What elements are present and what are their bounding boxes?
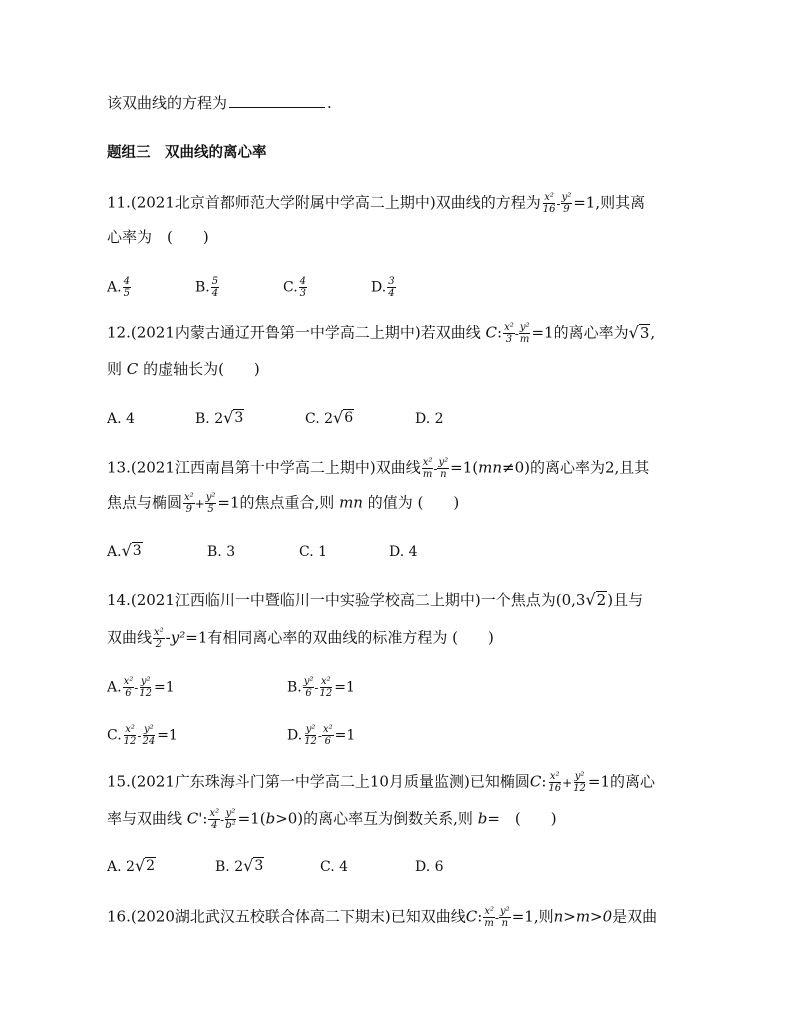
- q14-option-a[interactable]: A. $\frac{\text{x²}}{6}$ - $\frac{\text{y²}}{12}$ =1: [107, 676, 175, 699]
- q14-option-d[interactable]: D. $\frac{\text{y²}}{12}$ - $\frac{\text{x²}}{6}$ =1: [287, 724, 356, 747]
- answer-blank[interactable]: [229, 93, 325, 108]
- q15-option-d[interactable]: D. 6: [415, 859, 444, 875]
- intro-line: 该双曲线的方程为 .: [107, 94, 332, 112]
- q15-option-a[interactable]: A. 2 √ 2: [107, 856, 156, 875]
- question-12-line-1: 12.(2021内蒙古通辽开鲁第一中学高二上期中)若双曲线 C: $\frac{\text{x²}}{3}$ - $\frac{\text{y²}}{m}$ =1的离心率为 √ 3 ,: [107, 322, 656, 345]
- q13-option-b[interactable]: B. 3: [207, 544, 236, 560]
- section-heading: 题组三 双曲线的离心率: [107, 145, 267, 161]
- sqrt: √ 3: [628, 322, 650, 342]
- question-13-line-1: 13.(2021江西南昌第十中学高二上期中)双曲线 $\frac{\text{x²}}{m}$ - $\frac{\text{y²}}{n}$ =1(mn≠0)的离心率为2,且其: [107, 457, 650, 480]
- q11-option-b[interactable]: B. $\frac{5}{4}$: [195, 276, 219, 299]
- question-11-line-2: 心率为 ( ): [107, 228, 209, 246]
- q13-option-c[interactable]: C. 1: [299, 544, 328, 560]
- q14-option-c[interactable]: C. $\frac{\text{x²}}{12}$ - $\frac{\text{y²}}{24}$ =1: [107, 724, 178, 747]
- q12-option-a[interactable]: A. 4: [107, 411, 135, 427]
- question-15-line-1: 15.(2021广东珠海斗门第一中学高二上10月质量监测)已知椭圆C: $\frac{\text{x²}}{16}$ + $\frac{\text{y²}}{12}$ =1的离心: [107, 771, 656, 794]
- fraction: $\frac{\text{x²}}{3}$: [504, 322, 514, 345]
- question-14-line-1: 14.(2021江西临川一中暨临川一中实验学校高二上期中)一个焦点为(0,3 √ 2 )且与: [107, 590, 644, 609]
- q14-option-b[interactable]: B. $\frac{\text{y²}}{6}$ - $\frac{\text{x²}}{12}$ =1: [287, 676, 355, 699]
- fraction: $\frac{\text{x²}}{16}$: [542, 192, 556, 215]
- question-16-line-1: 16.(2020湖北武汉五校联合体高二下期末)已知双曲线C: $\frac{\text{x²}}{m}$ - $\frac{\text{y²}}{n}$ =1,则n>m>0是双曲: [107, 906, 658, 929]
- q12-option-c[interactable]: C. 2 √ 6: [305, 408, 354, 427]
- q15-option-b[interactable]: B. 2 √ 3: [215, 856, 264, 875]
- q11-option-c[interactable]: C. $\frac{4}{3}$: [283, 276, 307, 299]
- q13-option-d[interactable]: D. 4: [389, 544, 418, 560]
- question-15-line-2: 率与双曲线 C': $\frac{\text{x²}}{4}$ - $\frac{\text{y²}}{\text{b²}}$ =1(b>0)的离心率互为倒数关系,则 b= ( ): [107, 808, 557, 831]
- q12-option-d[interactable]: D. 2: [415, 411, 444, 427]
- q11-option-a[interactable]: A. $\frac{4}{5}$: [107, 276, 130, 299]
- q11-option-d[interactable]: D. $\frac{3}{4}$: [371, 276, 395, 299]
- fraction: $\frac{\text{y²}}{9}$: [561, 192, 572, 215]
- question-14-line-2: 双曲线 $\frac{\text{x²}}{2}$ -y²=1有相同离心率的双曲线的标准方程为 ( ): [107, 627, 494, 650]
- fraction: $\frac{\text{y²}}{m}$: [519, 322, 530, 345]
- q12-option-b[interactable]: B. 2 √ 3: [195, 408, 244, 427]
- question-13-line-2: 焦点与椭圆 $\frac{\text{x²}}{9}$ + $\frac{\text{y²}}{5}$ =1的焦点重合,则 mn 的值为 ( ): [107, 492, 460, 515]
- q13-option-a[interactable]: A. √ 3: [107, 541, 142, 560]
- question-12-line-2: 则 C 的虚轴长为( ): [107, 360, 260, 378]
- question-11-line-1: 11.(2021北京首都师范大学附属中学高二上期中)双曲线的方程为 $\frac{\text{x²}}{16}$ - $\frac{\text{y²}}{9}$ =1,则其离: [107, 192, 646, 215]
- q15-option-c[interactable]: C. 4: [320, 859, 349, 875]
